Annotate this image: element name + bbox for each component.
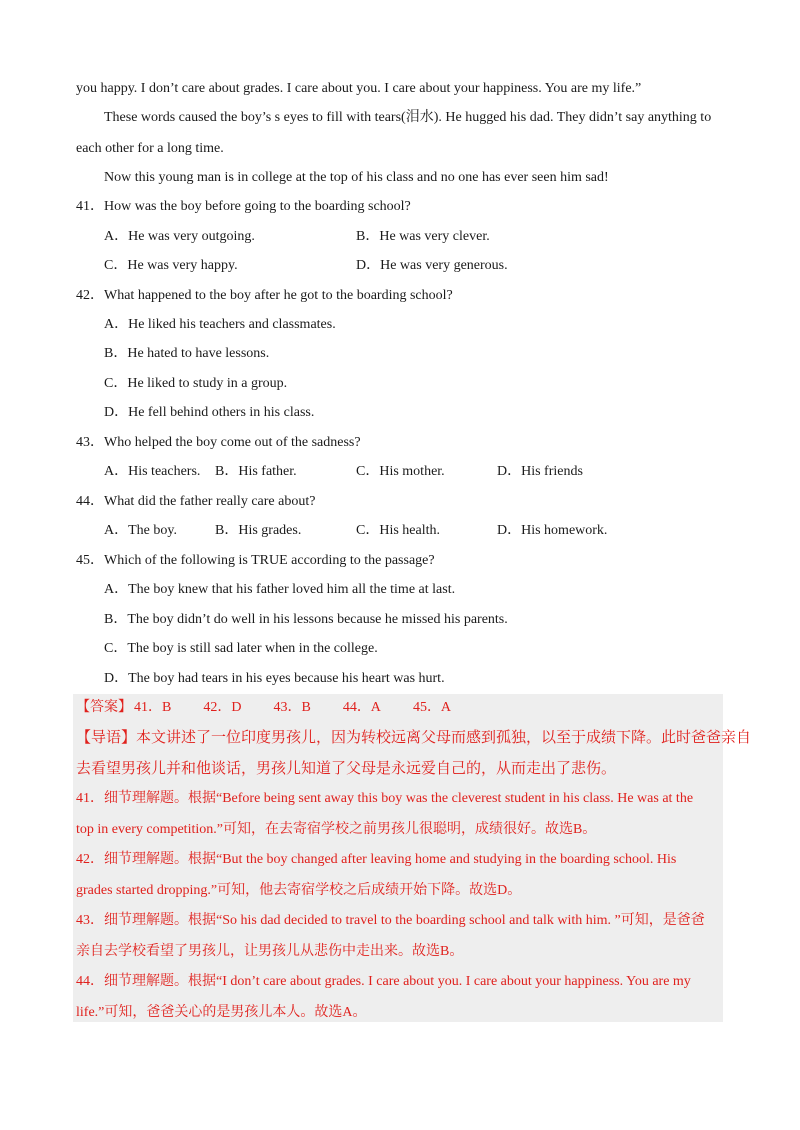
guide-text-1: 本文讲述了一位印度男孩儿，因为转校远离父母而感到孤独，以至于成绩下降。此时爸爸亲自 — [136, 730, 752, 746]
explanation-44-line-1: 44．细节理解题。根据“I don’t care about grades. I care about you. I care about your happiness. You are my — [76, 974, 691, 989]
question-44-option-c: C．His health. — [356, 523, 440, 538]
passage-paragraph-2-line-1: These words caused the boy’s s eyes to fill with tears(泪水). He hugged his dad. They didn’t say anything to — [104, 110, 712, 125]
explanation-41-line-2: top in every competition.”可知，在去寄宿学校之前男孩儿很聪明，成绩很好。故选B。 — [76, 822, 597, 837]
question-42-option-c: C．He liked to study in a group. — [104, 376, 288, 391]
question-41-option-b: B．He was very clever. — [356, 229, 490, 244]
explanation-43-line-2: 亲自去学校看望了男孩儿，让男孩儿从悲伤中走出来。故选B。 — [76, 944, 464, 959]
guide-line-2: 去看望男孩儿并和他谈话，男孩儿知道了父母是永远爱自己的，从而走出了悲伤。 — [76, 761, 617, 777]
question-43-option-b: B．His father. — [215, 464, 297, 479]
question-45-option-d: D．The boy had tears in his eyes because his heart was hurt. — [104, 671, 445, 686]
question-43-option-c: C．His mother. — [356, 464, 445, 479]
question-44-option-b: B．His grades. — [215, 523, 302, 538]
question-41-option-a: A．He was very outgoing. — [104, 229, 255, 244]
question-41-stem: 41．How was the boy before going to the boarding school? — [76, 199, 411, 214]
guide-label: 【导语】 — [76, 730, 137, 746]
question-41-option-c: C．He was very happy. — [104, 258, 238, 273]
answer-41: 41．B — [134, 700, 172, 715]
explanation-43-line-1: 43．细节理解题。根据“So his dad decided to travel to the boarding school and talk with him. ”可知，是爸爸 — [76, 913, 705, 928]
explanation-42-line-2: grades started dropping.”可知，他去寄宿学校之后成绩开始下降。故选D。 — [76, 883, 522, 898]
answer-key-label: 【答案】 — [76, 700, 132, 715]
question-43-option-a: A．His teachers. — [104, 464, 201, 479]
passage-paragraph-3: Now this young man is in college at the top of his class and no one has ever seen him sad! — [104, 170, 609, 185]
question-42-stem: 42．What happened to the boy after he got to the boarding school? — [76, 288, 453, 303]
passage-paragraph-1: you happy. I don’t care about grades. I care about you. I care about your happiness. You are my life.” — [76, 81, 642, 96]
question-42-option-a: A．He liked his teachers and classmates. — [104, 317, 336, 332]
answer-42: 42．D — [203, 700, 242, 715]
question-45-option-c: C．The boy is still sad later when in the college. — [104, 641, 378, 656]
question-44-option-a: A．The boy. — [104, 523, 177, 538]
question-42-option-d: D．He fell behind others in his class. — [104, 405, 315, 420]
question-43-option-d: D．His friends — [497, 464, 583, 479]
answer-key-row — [76, 699, 451, 717]
question-45-option-b: B．The boy didn’t do well in his lessons because he missed his parents. — [104, 612, 508, 627]
explanation-42-line-1: 42．细节理解题。根据“But the boy changed after leaving home and studying in the boarding school. His — [76, 852, 677, 867]
question-44-option-d: D．His homework. — [497, 523, 608, 538]
question-44-stem: 44．What did the father really care about? — [76, 494, 316, 509]
question-41-option-d: D．He was very generous. — [356, 258, 508, 273]
explanation-41-line-1: 41．细节理解题。根据“Before being sent away this boy was the cleverest student in his class. He was at the — [76, 791, 694, 806]
question-43-stem: 43．Who helped the boy come out of the sadness? — [76, 435, 361, 450]
explanation-44-line-2: life.”可知，爸爸关心的是男孩儿本人。故选A。 — [76, 1005, 367, 1020]
passage-paragraph-2-line-2: each other for a long time. — [76, 141, 224, 156]
answer-45: 45．A — [412, 700, 452, 715]
question-45-option-a: A．The boy knew that his father loved him all the time at last. — [104, 582, 456, 597]
answer-44: 44．A — [342, 700, 381, 715]
question-45-stem: 45．Which of the following is TRUE according to the passage? — [76, 553, 435, 568]
answer-43: 43．B — [273, 700, 311, 715]
question-42-option-b: B．He hated to have lessons. — [104, 346, 270, 361]
guide-line-1 — [76, 729, 751, 747]
